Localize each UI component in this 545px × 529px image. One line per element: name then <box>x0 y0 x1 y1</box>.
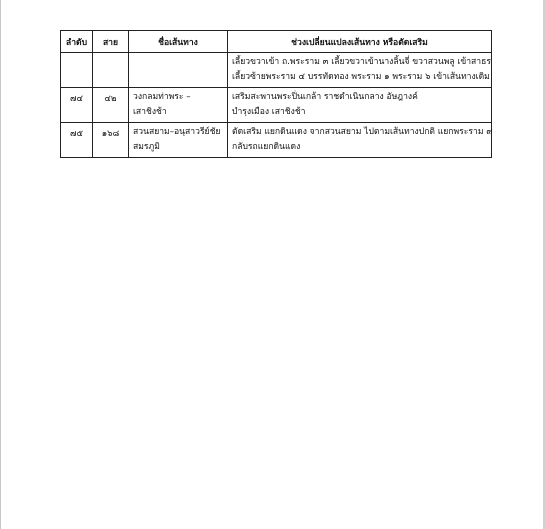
table-header-row <box>61 31 492 53</box>
header-route-name: ชื่อเส้นทาง <box>129 31 228 53</box>
header-line: สาย <box>93 31 129 53</box>
row-order: ๗๕ <box>61 123 93 158</box>
change-line: บำรุงเมือง เสาชิงช้า <box>232 107 306 117</box>
change-line: ตัดเสริม แยกดินแดง จากสวนสยาม ไปตามเส้นทางปกติ แยกพระราม ๙ <box>232 127 493 137</box>
change-line: กลับรถแยกดินแดง <box>232 142 301 152</box>
change-line: เลี้ยวขวาเข้า ถ.พระราม ๓ เลี้ยวขวาเข้านางลิ้นจี่ ขวาสวนพลู เข้าสาธร <box>232 57 491 67</box>
row-route-name <box>129 88 228 123</box>
table-row <box>61 123 492 158</box>
route-name-line: เสาชิงช้า <box>133 107 167 117</box>
header-route-change: ช่วงเปลี่ยนแปลงเส้นทาง หรือตัดเสริม <box>228 31 492 53</box>
change-line: เลี้ยวซ้ายพระราม ๔ บรรทัดทอง พระราม ๑ พระราม ๖ เข้าเส้นทางเดิม <box>232 72 490 82</box>
route-change-table <box>60 30 492 158</box>
row-line <box>93 53 129 88</box>
page-left-edge <box>0 0 1 529</box>
route-name-line: วงกลมท่าพระ – <box>133 92 191 102</box>
row-line: ๔๒ <box>93 88 129 123</box>
route-name-line: สมรภูมิ <box>133 142 160 152</box>
table-row <box>61 88 492 123</box>
row-route-change <box>228 88 492 123</box>
header-order: ลำดับ <box>61 31 93 53</box>
row-route-change <box>228 123 492 158</box>
row-route-change <box>228 53 492 88</box>
row-order: ๗๔ <box>61 88 93 123</box>
row-route-name <box>129 123 228 158</box>
row-order <box>61 53 93 88</box>
row-route-name <box>129 53 228 88</box>
change-line: เสริมสะพานพระปิ่นเกล้า ราชดำเนินกลาง อัษฎางค์ <box>232 92 418 102</box>
route-name-line: สวนสยาม–อนุสาวรีย์ชัย <box>133 127 221 137</box>
row-line: ๑๖๘ <box>93 123 129 158</box>
table-row <box>61 53 492 88</box>
